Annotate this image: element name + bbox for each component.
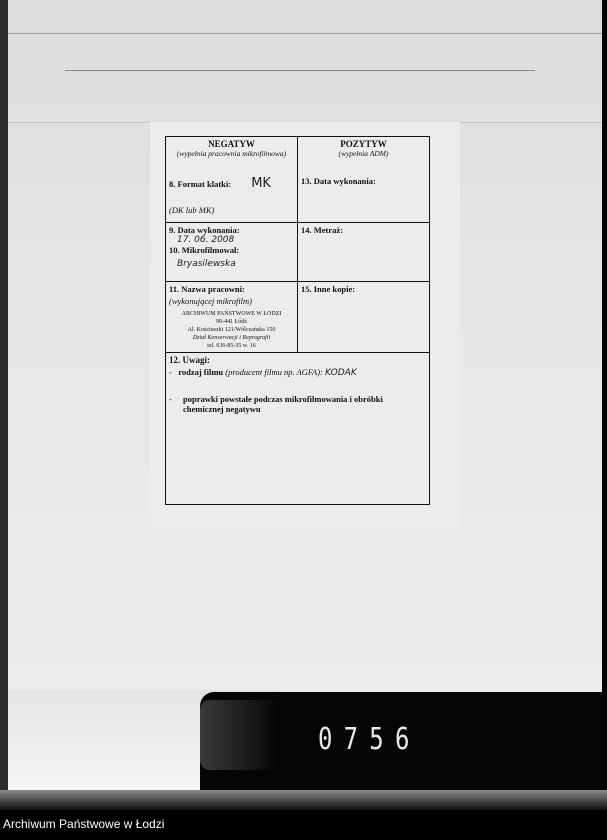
data-wykonania-value: 17. 06. 2008 — [177, 235, 235, 245]
nazwa-pracowni-label: 11. Nazwa pracowni: — [169, 284, 245, 294]
film-edge — [0, 0, 8, 790]
uwagi-item-poprawki: - poprawki powstałe podczas mikrofilmowania i obróbki chemicznej negatywu — [169, 394, 426, 414]
stamp-line: tel. 636-85-35 w. 16 — [207, 343, 256, 349]
microfilm-form-table — [165, 136, 430, 505]
inne-kopie-label: 15. Inne kopie: — [301, 284, 356, 294]
uwagi-cell — [166, 353, 430, 505]
film-band — [0, 790, 607, 810]
nazwa-pracowni-hint: (wykonującej mikrofilm) — [169, 296, 253, 306]
film-shadow — [200, 700, 280, 770]
stamp-line: ARCHIWUM PAŃSTWOWE W ŁODZI — [181, 311, 282, 317]
inne-kopie-cell — [298, 282, 430, 353]
archive-caption: Archiwum Państwowe w Łodzi — [3, 817, 165, 831]
stamp-line: 90-441 Łódź — [216, 319, 247, 325]
microfilm-form-card — [150, 122, 460, 532]
uwagi-label: 12. Uwagi: — [169, 355, 210, 365]
signature: Bryasilewska — [177, 259, 236, 269]
divider — [8, 33, 602, 34]
rodzaj-filmu-value: KODAK — [325, 368, 357, 378]
metraz-cell — [298, 223, 430, 282]
data-wykonania-pozytyw-label: 13. Data wykonania: — [301, 176, 376, 186]
rodzaj-filmu-hint: (producent filmu np. AGFA): — [225, 367, 323, 377]
date-cell — [166, 223, 298, 282]
format-label: 8. Format klatki: — [169, 179, 232, 189]
uwagi-item-film: - rodzaj filmu (producent filmu np. AGFA): KODAK — [169, 367, 357, 378]
pozytyw-cell — [298, 137, 430, 223]
data-wykonania-label: 9. Data wykonania: — [169, 225, 240, 235]
divider — [65, 70, 535, 71]
frame-counter: 0756 — [318, 722, 421, 757]
stamp-line: Al. Kościuszki 121/Wólczańska 150 — [187, 327, 276, 333]
pozytyw-subtitle: (wypełnia ADM) — [338, 149, 389, 158]
pracownia-cell — [166, 282, 298, 353]
rodzaj-filmu-label: rodzaj filmu — [178, 367, 224, 377]
metraz-label: 14. Metraż: — [301, 225, 344, 235]
negatyw-cell — [166, 137, 298, 223]
mikrofilmowal-label: 10. Mikrofilmował: — [169, 245, 240, 255]
archive-stamp — [169, 310, 294, 350]
stamp-line: Dział Konserwacji i Reprografii — [192, 335, 271, 341]
format-value: MK — [251, 176, 271, 191]
format-hint: (DK lub MK) — [169, 205, 215, 215]
negatyw-title: NEGATYW — [208, 139, 255, 149]
negatyw-subtitle: (wypełnia pracownia mikrofilmowa) — [176, 149, 287, 158]
pozytyw-title: POZYTYW — [340, 139, 387, 149]
poprawki-label: poprawki powstałe podczas mikrofilmowania i obróbki chemicznej negatywu — [183, 394, 383, 414]
